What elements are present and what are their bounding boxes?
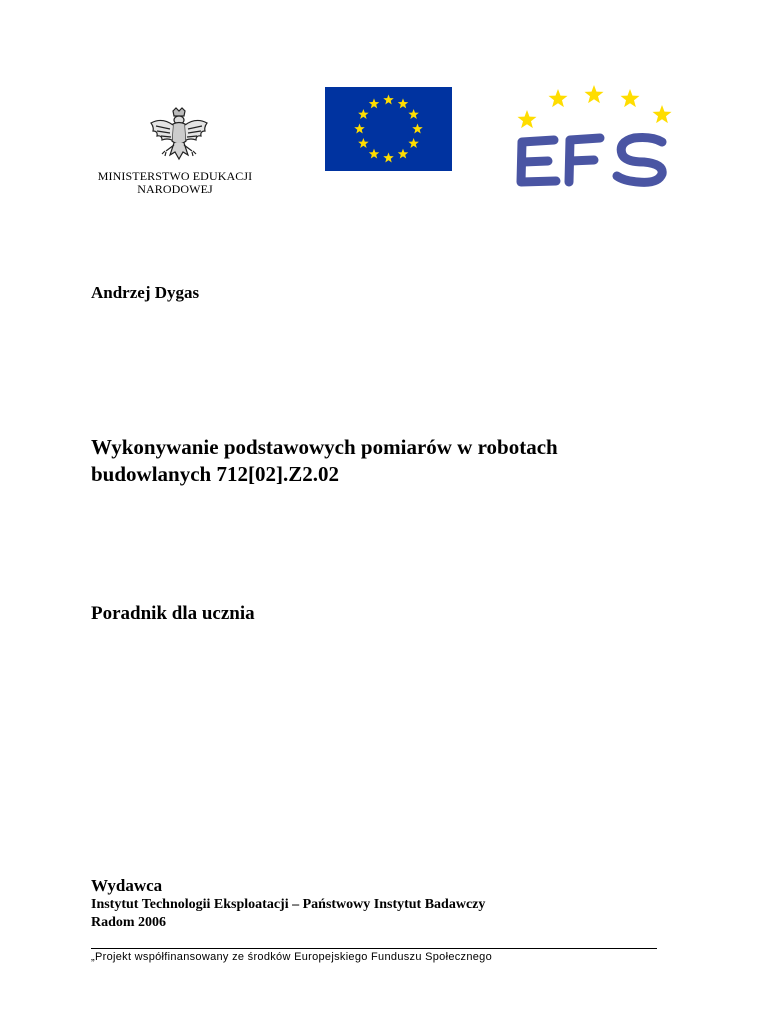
author-name: Andrzej Dygas [91,283,200,302]
efs-star-icon [620,89,639,107]
efs-star-icon [584,85,603,103]
title-line1: Wykonywanie podstawowych pomiarów w robotach [91,435,558,459]
publisher-place: Radom 2006 [91,915,167,930]
eu-flag-icon [325,87,452,171]
title-line2: budowlanych 712[02].Z2.02 [91,462,339,486]
efs-logo-icon [512,82,677,190]
document-subtitle: Poradnik dla ucznia [91,603,255,624]
footnote-divider [91,948,657,949]
ministry-line2: NARODOWEJ [137,182,213,196]
efs-star-icon [548,89,567,107]
document-title [91,434,691,488]
efs-star-icon [517,110,536,128]
footnote-text: „Projekt współfinansowany ze środków Europejskiego Funduszu Społecznego [91,951,493,963]
polish-eagle-icon [148,107,210,167]
publisher-name: Instytut Technologii Eksploatacji – Państwowy Instytut Badawczy [91,897,486,912]
publisher-heading: Wydawca [91,876,163,895]
efs-star-icon [652,105,671,123]
ministry-label [90,170,260,196]
ministry-line1: MINISTERSTWO EDUKACJI [97,169,253,183]
